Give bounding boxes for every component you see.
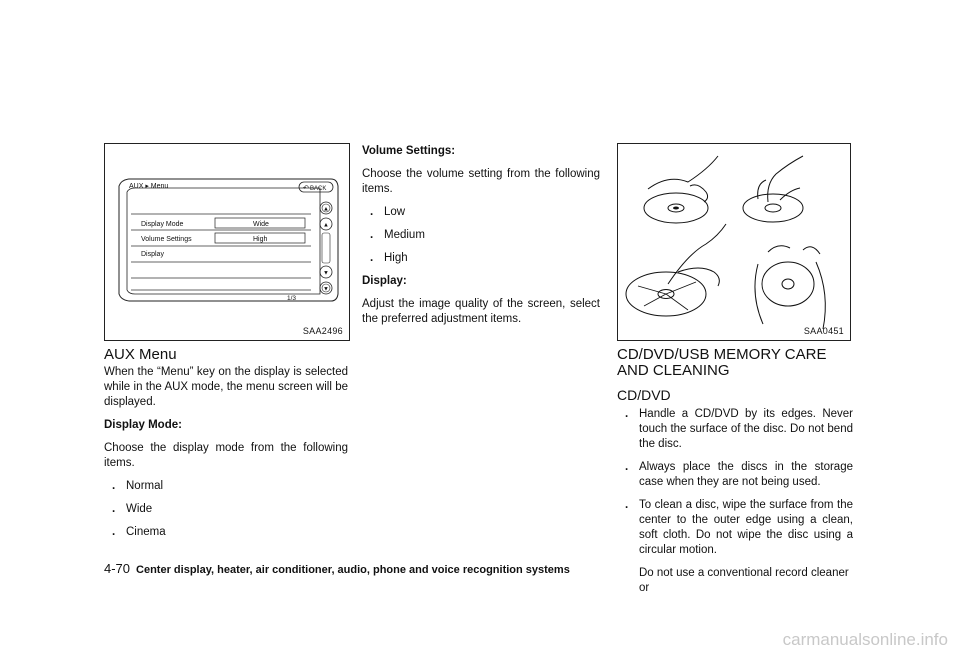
chevron-up-icon: ▲ xyxy=(323,222,329,229)
section-title: Center display, heater, air conditioner, audio, phone and voice recognition systems xyxy=(136,564,570,576)
screen-row-display-mode[interactable] xyxy=(141,218,305,228)
bullet-icon: . xyxy=(625,408,629,420)
disc-handling-illustration xyxy=(618,144,850,340)
display-mode-text: Choose the display mode from the following items. xyxy=(104,442,348,469)
watermark: carmanualsonline.info xyxy=(782,630,948,649)
list-item: . Medium xyxy=(370,229,425,241)
screen-row-label: Display xyxy=(141,251,164,258)
bullet-icon: . xyxy=(112,480,116,492)
screen-scroll-up-button[interactable] xyxy=(320,202,332,214)
screen-breadcrumb: AUX ▸ Menu xyxy=(129,183,169,190)
continuation-text: Do not use a conventional record cleaner or xyxy=(639,567,849,594)
double-chevron-down-icon: ▼ xyxy=(323,286,329,293)
aux-menu-heading: AUX Menu xyxy=(104,346,177,363)
bullet-icon: . xyxy=(370,206,374,218)
volume-settings-text: Choose the volume setting from the following items. xyxy=(362,168,600,195)
aux-menu-intro: When the “Menu” key on the display is selected while in the AUX mode, the menu screen will be displayed. xyxy=(104,366,348,408)
screen-row-label: Volume Settings xyxy=(141,236,192,243)
screen-back-label: BACK xyxy=(310,186,327,192)
screen-row-display[interactable] xyxy=(141,251,164,258)
bullet-icon: . xyxy=(625,461,629,473)
screen-row-value: Wide xyxy=(253,221,269,228)
list-item: . Low xyxy=(370,206,406,218)
screen-page-down-button[interactable] xyxy=(320,266,332,278)
screen-row-label: Display Mode xyxy=(141,221,184,228)
disc-icon xyxy=(644,156,718,223)
bullet-icon: . xyxy=(112,503,116,515)
screen-row-volume-settings[interactable] xyxy=(141,233,305,243)
bullet-icon: . xyxy=(370,229,374,241)
list-item: . Wide xyxy=(112,503,153,515)
disc-icon xyxy=(743,156,803,222)
list-item: . Handle a CD/DVD by its edges. Never touch the surface of the disc. Do not bend the disc. xyxy=(625,408,853,450)
volume-settings-title: Volume Settings: xyxy=(362,145,456,157)
bullet-icon: . xyxy=(370,252,374,264)
double-chevron-up-icon: ▲ xyxy=(323,206,329,213)
chevron-down-icon: ▼ xyxy=(323,270,329,277)
list-item: . Normal xyxy=(112,480,164,492)
disc-icon xyxy=(626,224,726,316)
bullet-icon: . xyxy=(112,526,116,538)
figure-code: SAA0451 xyxy=(803,326,844,336)
aux-menu-screen-illustration xyxy=(105,144,349,340)
figure-code: SAA2496 xyxy=(302,326,343,336)
screen-scroll-down-button[interactable] xyxy=(320,282,332,294)
screen-page-up-button[interactable] xyxy=(320,218,332,230)
disc-handling-figure xyxy=(617,143,851,341)
back-arrow-icon: ↶ xyxy=(303,185,309,192)
screen-row-value: High xyxy=(253,236,268,243)
page-number: 4-70 xyxy=(104,561,131,576)
bullet-icon: . xyxy=(625,499,629,511)
disc-icon xyxy=(755,246,825,329)
list-item: . To clean a disc, wipe the surface from the center to the outer edge using a clean, soft cloth. Do not wipe the disc using a circular motion. xyxy=(625,499,853,556)
display-mode-title: Display Mode: xyxy=(104,419,182,431)
screen-back-button[interactable] xyxy=(299,182,333,192)
screen-scrollbar[interactable] xyxy=(322,233,330,263)
page-footer xyxy=(104,561,570,576)
display-text: Adjust the image quality of the screen, select the preferred adjustment items. xyxy=(362,298,600,325)
display-title: Display: xyxy=(362,275,407,287)
aux-menu-figure xyxy=(104,143,350,341)
list-item: . Always place the discs in the storage case when they are not being used. xyxy=(625,461,853,488)
cd-dvd-subheading: CD/DVD xyxy=(617,387,671,403)
list-item: . Cinema xyxy=(112,526,166,538)
screen-page-indicator: 1/3 xyxy=(287,295,297,302)
care-cleaning-heading: CD/DVD/USB MEMORY CARE AND CLEANING xyxy=(617,346,827,379)
list-item: . High xyxy=(370,252,408,264)
